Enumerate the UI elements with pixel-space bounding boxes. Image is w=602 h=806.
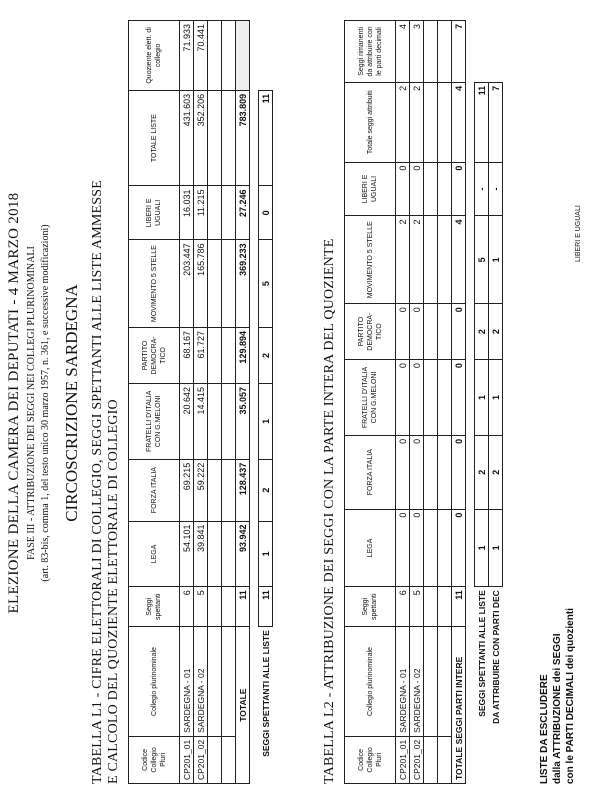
- seggi-label: SEGGI SPETTANTI ALLE LISTE: [476, 590, 487, 717]
- table-cell: 27.246: [236, 186, 250, 240]
- table-header-cell: TOTALE LISTE: [129, 90, 180, 186]
- table-cell: 2: [489, 304, 503, 360]
- table-cell: SARDEGNA - 01: [396, 627, 410, 737]
- table-cell: 431.603: [180, 90, 194, 186]
- table-cell: 0: [452, 435, 466, 509]
- table1-title-line1: TABELLA L1 - CIFRE ELETTORALI DI COLLEGIO, SEGGI SPETTANTI ALLE LISTE AMMESSE: [90, 180, 105, 784]
- table-cell: 4: [396, 21, 410, 83]
- table-cell: 70.441: [194, 21, 208, 91]
- table-cell: -: [475, 162, 489, 216]
- table-header-cell: FORZA ITALIA: [345, 435, 396, 509]
- table-cell: 5: [475, 216, 489, 304]
- table-cell: 2: [259, 459, 273, 521]
- table2-total-row: [452, 21, 466, 784]
- table-cell: 129.894: [236, 328, 250, 384]
- table-header-cell: LIBERI E UGUALI: [345, 162, 396, 216]
- table-cell: 0: [452, 360, 466, 436]
- excluded-party: LIBERI E UGUALI: [575, 205, 582, 262]
- table-cell: 2: [410, 216, 424, 304]
- table-cell: 203.447: [180, 240, 194, 328]
- table-cell: 1: [489, 360, 503, 436]
- table-cell: 7: [489, 82, 503, 162]
- table-header-cell: LIBERI E UGUALI: [129, 186, 180, 240]
- table-header-cell: Seggi rimanenti da attribuire con le parti decimali: [345, 21, 396, 83]
- table-cell: SARDEGNA - 01: [180, 627, 194, 737]
- table-cell: CP201_02: [194, 736, 208, 783]
- table-cell: 1: [475, 360, 489, 436]
- table-cell: 0: [396, 360, 410, 436]
- table-cell: 6: [180, 587, 194, 627]
- table2-seggi-row: [475, 21, 489, 784]
- table-cell: CP201_02: [410, 736, 424, 783]
- table-cell: 54.101: [180, 521, 194, 587]
- table-header-cell: Totale seggi attribuiti: [345, 82, 396, 162]
- table-row: [410, 21, 424, 784]
- table-header-cell: MOVIMENTO 5 STELLE: [129, 240, 180, 328]
- table-header-cell: FRATELLI D'ITALIA CON G.MELONI: [345, 360, 396, 436]
- table-cell: 11: [236, 587, 250, 627]
- decimali-label: DA ATTRIBUIRE CON PARTI DEC: [490, 590, 501, 724]
- table-row-empty: [438, 21, 452, 784]
- liste-da-escludere: [538, 608, 577, 784]
- table-header-cell: PARTITO DEMOCRA-TICO: [129, 328, 180, 384]
- table1-total-row: [236, 21, 250, 784]
- escludere-line2: dalla ATTRIBUZIONE dei SEGGI: [552, 633, 563, 784]
- table-cell: 3: [410, 21, 424, 83]
- table-cell: 4: [452, 216, 466, 304]
- table-cell: 2: [475, 304, 489, 360]
- table-cell: 11.215: [194, 186, 208, 240]
- table1-seggi-row: [259, 21, 273, 784]
- total-label: TOTALE: [236, 627, 250, 784]
- table-cell: 2: [396, 82, 410, 162]
- table-cell: 0: [452, 509, 466, 587]
- table-cell: 165.786: [194, 240, 208, 328]
- table-cell: 0: [410, 509, 424, 587]
- table-cell: 1: [259, 521, 273, 587]
- table-cell: 2: [396, 216, 410, 304]
- table-cell: 4: [452, 82, 466, 162]
- table-cell: 2: [489, 435, 503, 509]
- table-cell: CP201_01: [180, 736, 194, 783]
- table-cell: -: [489, 162, 503, 216]
- table-header-cell: FRATELLI D'ITALIA CON G.MELONI: [129, 383, 180, 459]
- table-header-cell: Seggi spettanti: [345, 587, 396, 627]
- table-cell: 0: [452, 304, 466, 360]
- table-row: [396, 21, 410, 784]
- table-cell: 11: [259, 587, 273, 627]
- table-header-cell: Codice Collegio Pluri: [345, 736, 396, 783]
- table-row: [180, 21, 194, 784]
- table-cell: 5: [410, 587, 424, 627]
- table-header-cell: Codice Collegio Pluri: [129, 736, 180, 783]
- table2-decimali-row: [489, 21, 503, 784]
- table-cell: 1: [489, 509, 503, 587]
- law-reference: (art. 83-bis, comma 1, del testo unico 30 marzo 1957, n. 361, e successive modificazioni): [40, 224, 51, 582]
- table-cell: 11: [452, 587, 466, 627]
- table-cell: 0: [396, 304, 410, 360]
- table-cell: 11: [475, 82, 489, 162]
- table-header-cell: PARTITO DEMOCRA-TICO: [345, 304, 396, 360]
- table-cell: 0: [410, 304, 424, 360]
- circoscrizione-title: CIRCOSCRIZIONE SARDEGNA: [62, 284, 81, 522]
- table-header-cell: Quoziente elett. di collegio: [129, 21, 180, 91]
- table-header-cell: LEGA: [345, 509, 396, 587]
- table1-title-line2: E CALCOLO DEL QUOZIENTE ELETTORALE DI COLLEGIO: [106, 399, 121, 784]
- table1-header-row: [129, 21, 180, 784]
- table-cell: 7: [452, 21, 466, 83]
- table2-header-row: [345, 21, 396, 784]
- table-cell: 783.809: [236, 90, 250, 186]
- table-cell: 0: [396, 509, 410, 587]
- table-cell: 6: [396, 587, 410, 627]
- table-cell: 69.215: [180, 459, 194, 521]
- table1-title: [90, 180, 122, 784]
- table-cell: CP201_01: [396, 736, 410, 783]
- table-cell: 0: [396, 162, 410, 216]
- table-cell: 2: [410, 82, 424, 162]
- table-header-cell: MOVIMENTO 5 STELLE: [345, 216, 396, 304]
- table-cell: 16.031: [180, 186, 194, 240]
- table2-title: TABELLA L2 - ATTRIBUZIONE DEI SEGGI CON LA PARTE INTERA DEL QUOZIENTE: [322, 238, 337, 784]
- table-cell: 5: [259, 240, 273, 328]
- table-cell: 0: [410, 162, 424, 216]
- table-header-cell: Collegio plurinominale: [129, 627, 180, 737]
- table-cell: 20.642: [180, 383, 194, 459]
- table-cell: 1: [475, 509, 489, 587]
- table-row-empty: [208, 21, 222, 784]
- table-cell: 1: [259, 383, 273, 459]
- table-cell: 352.206: [194, 90, 208, 186]
- table-cell: 5: [194, 587, 208, 627]
- table-cell: SARDEGNA - 02: [194, 627, 208, 737]
- table-cell: 11: [259, 90, 273, 186]
- seggi-label: SEGGI SPETTANTI ALLE LISTE: [260, 630, 271, 757]
- table1: [128, 20, 273, 784]
- table-row: [194, 21, 208, 784]
- escludere-line1: LISTE DA ESCLUDERE: [539, 674, 550, 784]
- table-cell: 93.942: [236, 521, 250, 587]
- escludere-line3: con le PARTI DECIMALI dei quozienti: [565, 608, 576, 784]
- table2: [344, 20, 503, 784]
- table-cell: 14.415: [194, 383, 208, 459]
- table-cell: 0: [259, 186, 273, 240]
- table-row-empty: [222, 21, 236, 784]
- table-cell: 0: [452, 162, 466, 216]
- table-cell: 128.437: [236, 459, 250, 521]
- table-cell: 2: [475, 435, 489, 509]
- election-title: ELEZIONE DELLA CAMERA DEI DEPUTATI - 4 MARZO 2018: [6, 192, 22, 614]
- table-row-empty: [424, 21, 438, 784]
- phase-subtitle: FASE III - ATTRIBUZIONE DEI SEGGI NEI COLLEGI PLURINOMINALI: [26, 246, 37, 560]
- table-cell: 2: [259, 328, 273, 384]
- table-cell: 71.933: [180, 21, 194, 91]
- table-header-cell: Collegio plurinominale: [345, 627, 396, 737]
- table-cell: 35.057: [236, 383, 250, 459]
- table-cell: 39.841: [194, 521, 208, 587]
- table-cell: 68.167: [180, 328, 194, 384]
- table-header-cell: Seggi spettanti: [129, 587, 180, 627]
- table-cell: 0: [410, 435, 424, 509]
- table-cell: 61.727: [194, 328, 208, 384]
- total-label: TOTALE SEGGI PARTI INTERE: [452, 627, 466, 784]
- table-cell: SARDEGNA - 02: [410, 627, 424, 737]
- table-cell: 369.233: [236, 240, 250, 328]
- table-cell: 0: [396, 435, 410, 509]
- table-cell: 0: [410, 360, 424, 436]
- table-cell: 59.222: [194, 459, 208, 521]
- table-header-cell: LEGA: [129, 521, 180, 587]
- table-header-cell: FORZA ITALIA: [129, 459, 180, 521]
- table-cell: 1: [489, 216, 503, 304]
